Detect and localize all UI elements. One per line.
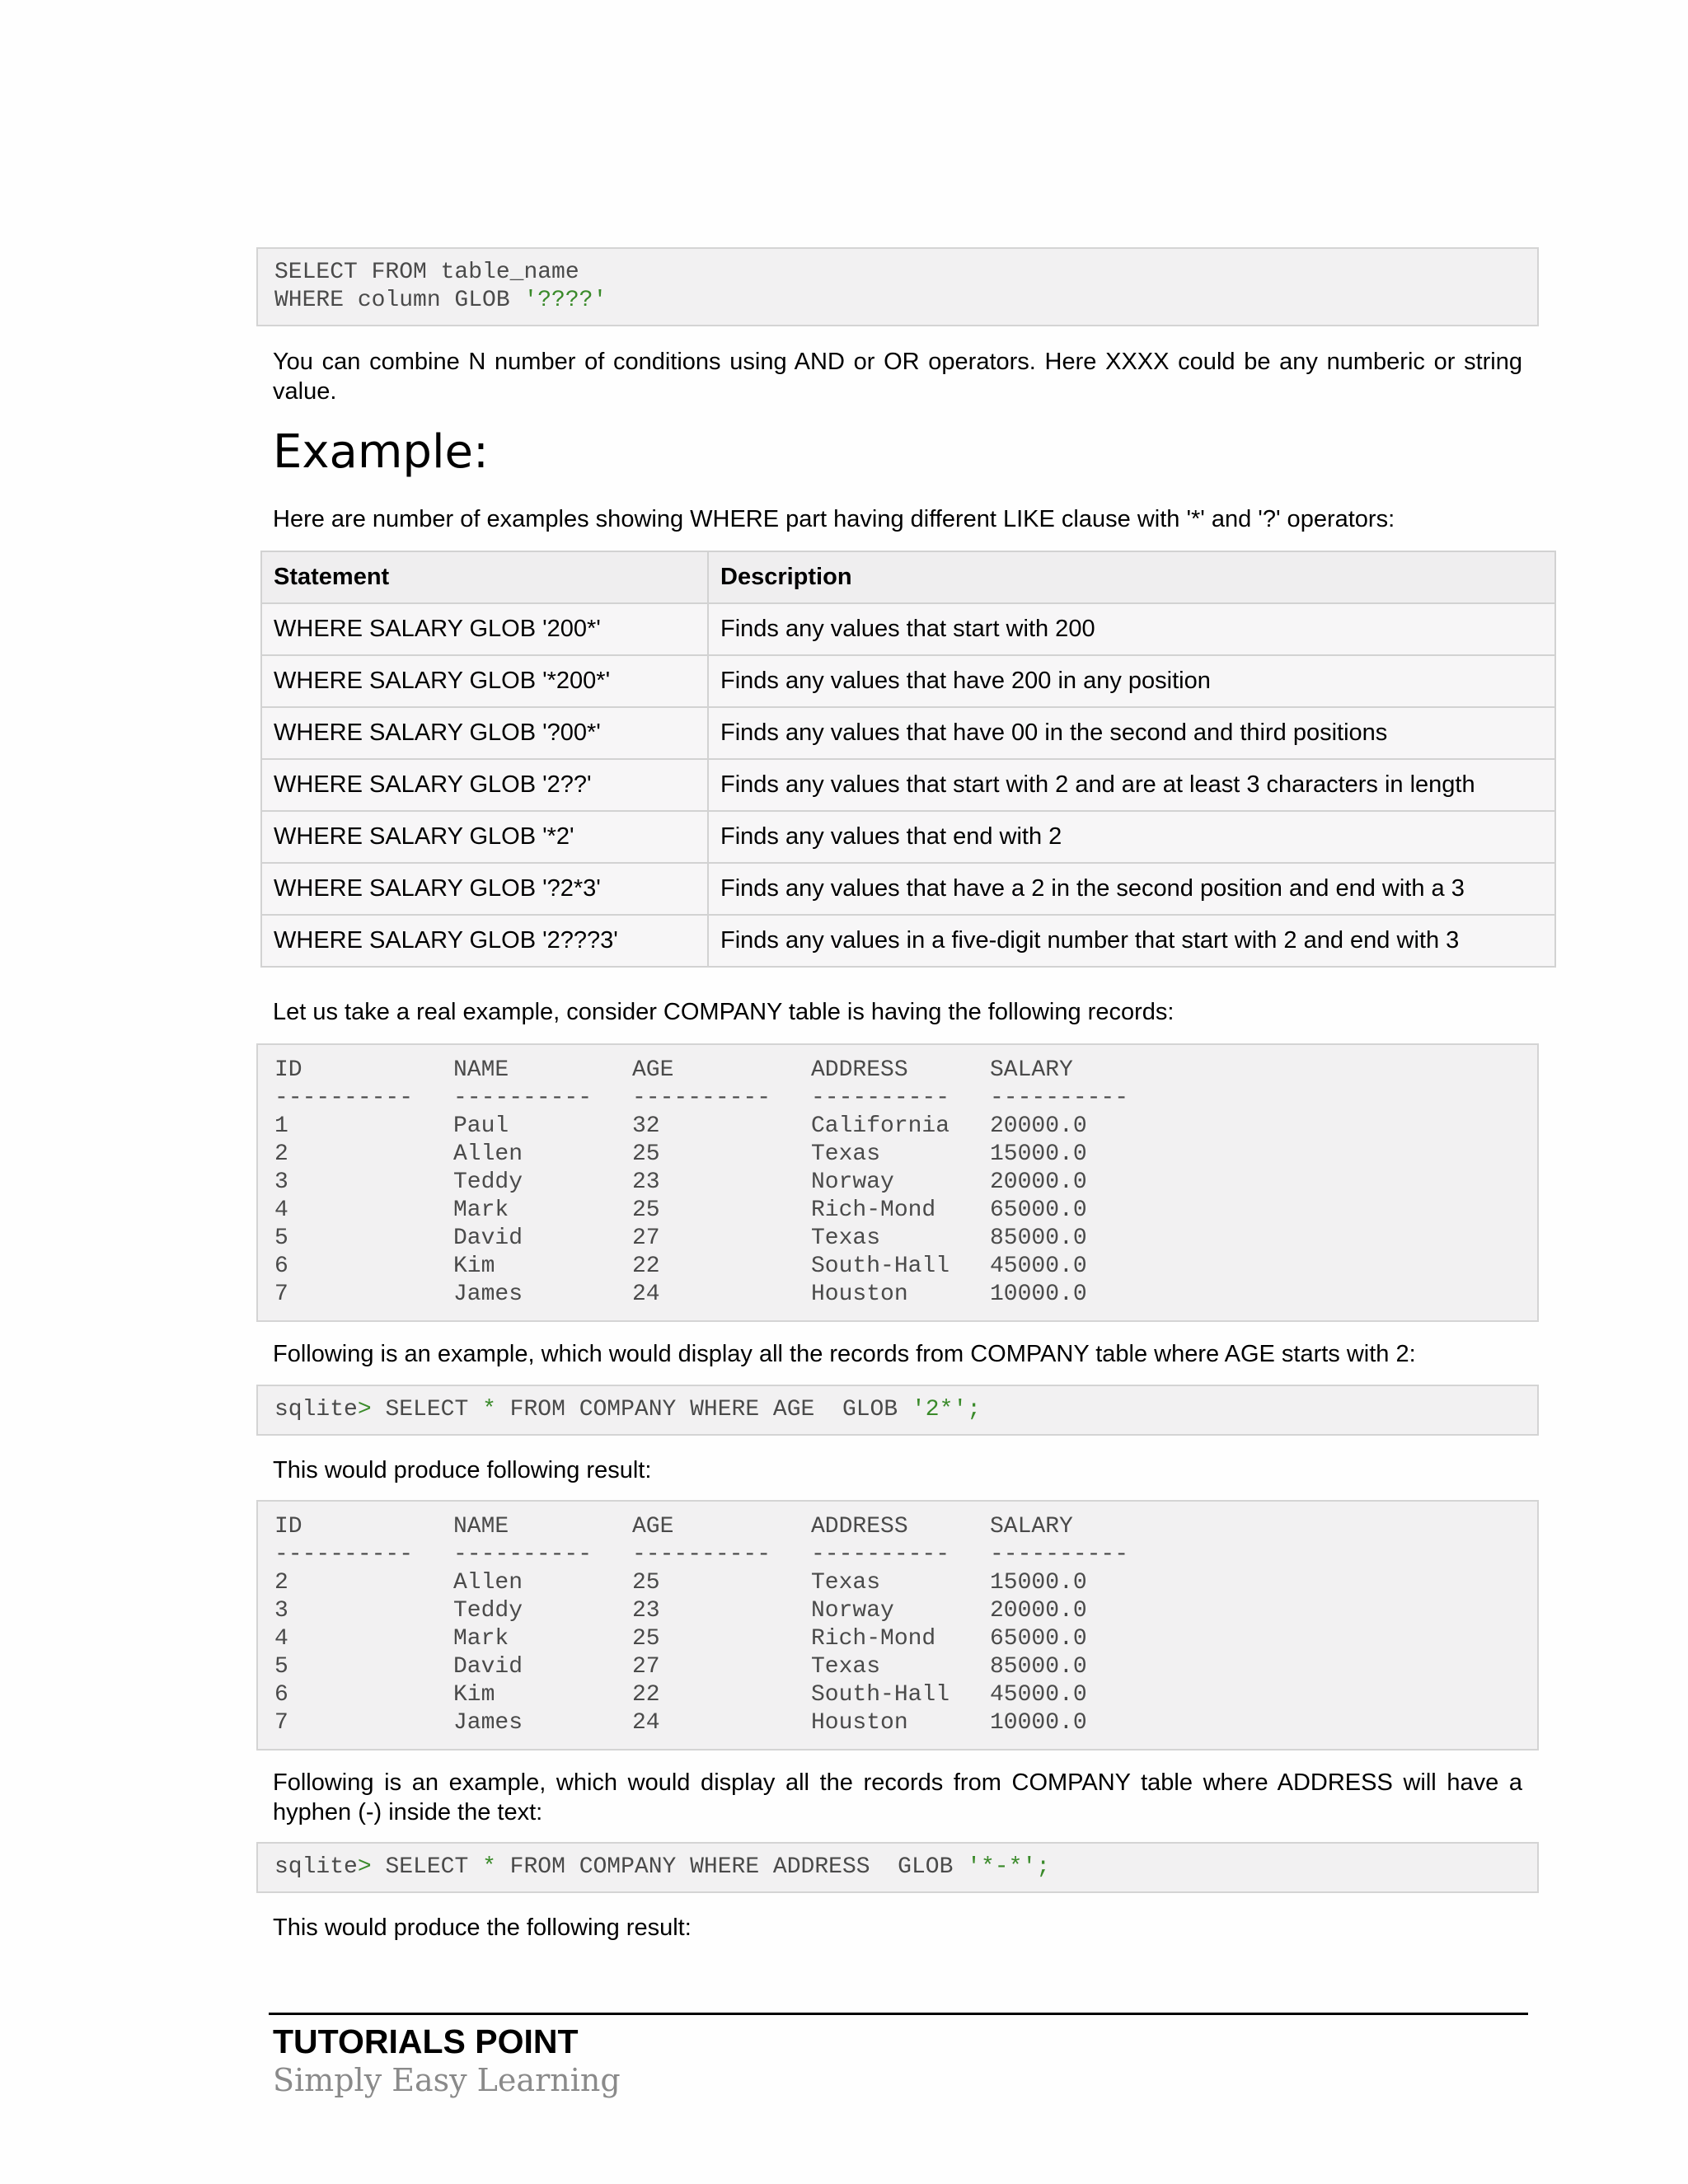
age-query-block: sqlite> SELECT * FROM COMPANY WHERE AGE GLOB '2*'; bbox=[256, 1385, 1539, 1436]
age-result-block bbox=[256, 1500, 1539, 1750]
data-row: 5 David 27 Texas 85000.0 bbox=[274, 1654, 1087, 1680]
data-row: 1 Paul 32 California 20000.0 bbox=[274, 1113, 1087, 1139]
table-row bbox=[261, 603, 1555, 655]
data-row: 4 Mark 25 Rich-Mond 65000.0 bbox=[274, 1197, 1087, 1223]
description-cell: Finds any values that start with 2 and are at least 3 characters in length bbox=[708, 759, 1555, 811]
description-cell: Finds any values that start with 200 bbox=[708, 603, 1555, 655]
description-cell: Finds any values that have a 2 in the second position and end with a 3 bbox=[708, 863, 1555, 915]
data-row: 3 Teddy 23 Norway 20000.0 bbox=[274, 1169, 1087, 1195]
data-row: 6 Kim 22 South-Hall 45000.0 bbox=[274, 1254, 1087, 1279]
intro-paragraph: You can combine N number of conditions using AND or OR operators. Here XXXX could be any numberic or string value. bbox=[273, 349, 1522, 405]
result-intro-2: This would produce the following result: bbox=[273, 1915, 692, 1941]
description-cell: Finds any values that end with 2 bbox=[708, 811, 1555, 863]
description-cell: Finds any values that have 200 in any position bbox=[708, 655, 1555, 707]
table-row bbox=[261, 915, 1555, 967]
company-records-block bbox=[256, 1043, 1539, 1322]
example-heading: Example: bbox=[273, 425, 489, 479]
examples-intro: Here are number of examples showing WHERE part having different LIKE clause with '*' and '?' operators: bbox=[273, 506, 1395, 532]
header-statement: Statement bbox=[261, 551, 708, 603]
data-row: 7 James 24 Houston 10000.0 bbox=[274, 1710, 1087, 1736]
data-row: 2 Allen 25 Texas 15000.0 bbox=[274, 1141, 1087, 1167]
description-cell: Finds any values in a five-digit number that start with 2 and end with 3 bbox=[708, 915, 1555, 967]
statement-cell: WHERE SALARY GLOB '?2*3' bbox=[261, 863, 708, 915]
table-header-row bbox=[261, 551, 1555, 603]
data-row: 2 Allen 25 Texas 15000.0 bbox=[274, 1570, 1087, 1596]
table-row bbox=[261, 707, 1555, 759]
address-example-intro: Following is an example, which would display all the records from COMPANY table where ADDRESS will have a hyphen (-) inside the text: bbox=[273, 1769, 1522, 1825]
statement-cell: WHERE SALARY GLOB '2???3' bbox=[261, 915, 708, 967]
footer-brand: TUTORIALS POINT bbox=[273, 2022, 579, 2060]
separator-row: ---------- ---------- ---------- ---------- ---------- bbox=[274, 1542, 1129, 1568]
table-row bbox=[261, 863, 1555, 915]
data-header-row: ID NAME AGE ADDRESS SALARY bbox=[274, 1057, 1073, 1083]
statement-cell: WHERE SALARY GLOB '?00*' bbox=[261, 707, 708, 759]
company-intro: Let us take a real example, consider COMPANY table is having the following records: bbox=[273, 999, 1175, 1025]
address-query-block: sqlite> SELECT * FROM COMPANY WHERE ADDRESS GLOB '*-*'; bbox=[256, 1842, 1539, 1893]
footer-divider bbox=[269, 2013, 1528, 2015]
statement-cell: WHERE SALARY GLOB '200*' bbox=[261, 603, 708, 655]
glob-examples-table bbox=[260, 551, 1556, 968]
data-row: 4 Mark 25 Rich-Mond 65000.0 bbox=[274, 1626, 1087, 1652]
data-row: 6 Kim 22 South-Hall 45000.0 bbox=[274, 1682, 1087, 1708]
statement-cell: WHERE SALARY GLOB '*200*' bbox=[261, 655, 708, 707]
separator-row: ---------- ---------- ---------- ---------- ---------- bbox=[274, 1085, 1129, 1111]
age-example-intro: Following is an example, which would display all the records from COMPANY table where AGE starts with 2: bbox=[273, 1341, 1416, 1367]
table-row bbox=[261, 811, 1555, 863]
syntax-line-2: WHERE column GLOB '????' bbox=[274, 288, 607, 313]
table-row bbox=[261, 655, 1555, 707]
description-cell: Finds any values that have 00 in the second and third positions bbox=[708, 707, 1555, 759]
statement-cell: WHERE SALARY GLOB '2??' bbox=[261, 759, 708, 811]
result-intro-1: This would produce following result: bbox=[273, 1457, 652, 1483]
header-description: Description bbox=[708, 551, 1555, 603]
statement-cell: WHERE SALARY GLOB '*2' bbox=[261, 811, 708, 863]
data-row: 3 Teddy 23 Norway 20000.0 bbox=[274, 1598, 1087, 1624]
data-row: 7 James 24 Houston 10000.0 bbox=[274, 1282, 1087, 1307]
table-row bbox=[261, 759, 1555, 811]
footer-tagline: Simply Easy Learning bbox=[273, 2062, 621, 2098]
syntax-code-block bbox=[256, 247, 1539, 326]
data-row: 5 David 27 Texas 85000.0 bbox=[274, 1226, 1087, 1251]
data-header-row: ID NAME AGE ADDRESS SALARY bbox=[274, 1514, 1073, 1540]
syntax-line-1: SELECT FROM table_name bbox=[274, 260, 579, 285]
